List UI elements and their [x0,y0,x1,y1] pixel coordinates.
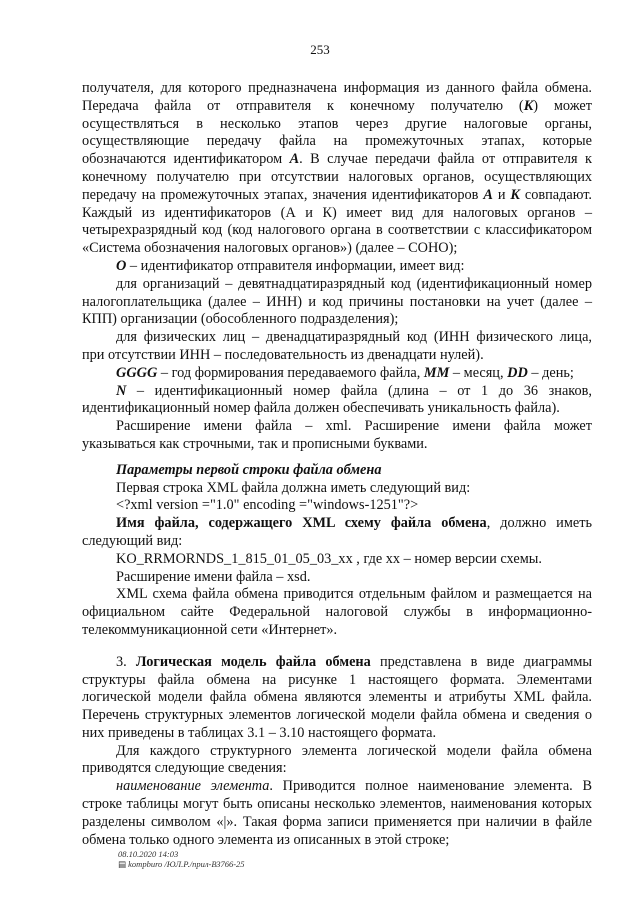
text-run: – идентификационный номер файла (длина – от 1 до 36 знаков, идентификационный номер файла должен обеспечивать уникальность файла). [82,382,592,417]
text-run: совпадают. Каждый из идентификаторов (А и К) имеет вид для налоговых органов – четырехразрядный код (код налогового органа в соответствии с классификатором «Система обозначения налоговых органов») (далее – СОНО); [82,186,592,257]
section-number: 3. [116,653,136,670]
text-run: – идентификатор отправителя информации, имеет вид: [126,257,465,274]
paragraph-schema-publication: XML схема файла обмена приводится отдельным файлом и размещается на официальном сайте Федеральной налоговой службы в информационно-телекоммуникационной сети «Интернет». [82,586,592,638]
footer-path-text: kompburo /ЮЛ.Р./прил-ВЗ766-25 [128,859,245,869]
paragraph-schema-name [82,515,592,551]
paragraph-element-name [82,778,592,849]
paragraph-date-codes [82,365,592,383]
identifier-n: N [116,382,127,399]
text-run: и [492,186,511,203]
text-run: , должно иметь следующий вид: [82,515,592,549]
identifier-mm: MM [423,364,450,381]
text-run: – год формирования передаваемого файла, [157,364,424,381]
identifier-a: A [483,186,493,203]
identifier-k: K [523,97,534,114]
paragraph-sender-id [82,258,592,276]
text-run: . Приводится полное наименование элемента. В строке таблицы могут быть описаны несколько элементов, наименования которых разделены символом «|». Такая форма записи применяется при наличии в файле обмена только одного элемента из описанных в этой строке; [82,778,592,848]
identifier-o: O [116,257,127,274]
identifier-a: A [289,151,300,168]
page-number: 253 [310,42,330,57]
identifier-gggg: GGGG [116,364,158,381]
paragraph-file-number [82,383,592,419]
paragraph-recipient [82,80,592,258]
document-icon: ▤ [118,859,129,869]
paragraph-xsd-extension: Расширение имени файла – xsd. [116,568,311,585]
text-run: представлена в виде диаграммы структуры файла обмена на рисунке 1 настоящего формата. Элементами логической модели файла обмена являются элементы и атрибуты XML файла. Перечень структурных элементов логической модели файла обмена и сведения о них приведены в таблицах 3.1 – 3.10 настоящего формата. [82,653,593,741]
identifier-k: K [510,186,520,203]
text-run: . В случае передачи файла от отправителя к конечному получателю при отсутствии налоговых органов, осуществляющих передачу на промежуточных этапах, значения идентификаторов [82,151,592,203]
document-body [82,80,592,849]
xml-declaration: <?xml version ="1.0" encoding ="windows-1251"?> [116,497,419,514]
text-run: ) может осуществляться в несколько этапов через другие налоговые органы, осуществляющие передачу файла на промежуточных этапах, которые обозначаются идентификатором [82,97,592,168]
text-run-bold: Логическая модель файла обмена [135,653,371,670]
text-run: получателя, для которого предназначена информация из данного файла обмена. Передача файла от отправителя к конечному получателю ( [82,80,592,114]
text-run: – месяц, [449,364,508,381]
paragraph-logical-model [82,654,592,743]
paragraph-first-line: Первая строка XML файла должна иметь следующий вид: [116,479,471,496]
section-title: Параметры первой строки файла обмена [116,461,382,478]
paragraph-extension: Расширение имени файла – xml. Расширение имени файла может указываться как строчными, так и прописными буквами. [82,418,592,452]
text-run-italic: наименование элемента [116,778,270,795]
paragraph-individuals: для физических лиц – двенадцатиразрядный код (ИНН физического лица, при отсутствии ИНН – последовательность из двенадцати нулей). [82,329,592,363]
paragraph-organizations: для организаций – девятнадцатиразрядный код (идентификационный номер налогоплательщика (далее – ИНН) и код причины постановки на учет (далее – КПП) организации (обособленного подразделения); [82,275,592,328]
identifier-dd: DD [507,364,528,381]
footer-file-path [118,859,245,869]
footer-stamp [118,849,245,869]
text-run-bold: Имя файла, содержащего XML схему файла обмена [116,515,487,532]
footer-timestamp: 08.10.2020 14:03 [118,849,179,859]
paragraph-element-info: Для каждого структурного элемента логической модели файла обмена приводятся следующие сведения: [82,742,592,777]
text-run: – день; [527,364,574,381]
schema-file-name: KO_RRMORNDS_1_815_01_05_03_xx , где хх – номер версии схемы. [116,550,542,567]
